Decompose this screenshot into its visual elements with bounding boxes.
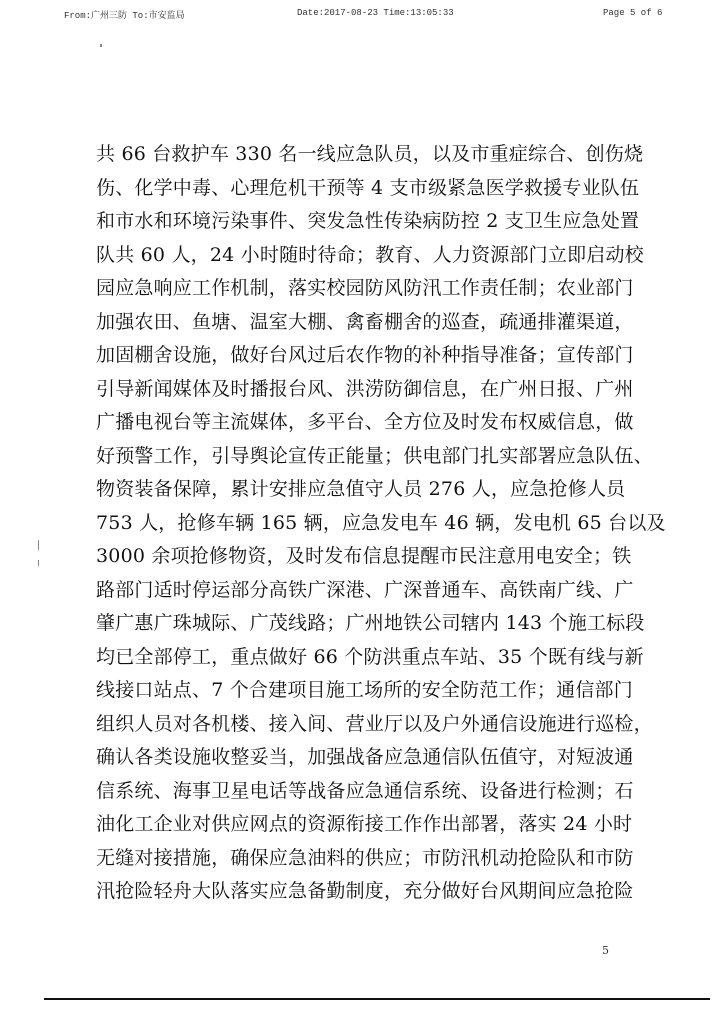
document-body — [96, 138, 666, 909]
body-line: 753 人，抢修车辆 165 辆，应急发电车 46 辆，发电机 65 台以及 — [96, 511, 666, 534]
body-line: 加固棚舍设施，做好台风过后农作物的补种指导准备；宣传部门 — [96, 344, 634, 366]
body-line: 信系统、海事卫星电话等战备应急通信系统、设备进行检测；石 — [96, 779, 634, 802]
scan-speck — [38, 560, 39, 566]
body-line: 确认各类设施收整妥当，加强战备应急通信队伍值守，对短波通 — [96, 746, 634, 768]
body-line: 共 66 台救护车 330 名一线应急队员，以及市重症综合、创伤烧 — [96, 143, 644, 165]
body-line: 均已全部停工，重点做好 66 个防洪重点车站、35 个既有线与新 — [96, 645, 644, 668]
page-number: 5 — [602, 944, 609, 957]
fax-page-count: Page 5 of 6 — [603, 8, 663, 18]
scan-speck — [100, 44, 102, 47]
scan-speck — [38, 540, 39, 550]
body-line: 物资装备保障，累计安排应急值守人员 276 人，应急抢修人员 — [96, 478, 626, 500]
bottom-rule — [44, 998, 710, 1000]
fax-header — [0, 8, 718, 24]
body-line: 无缝对接措施，确保应急油料的供应；市防汛机动抢险队和市防 — [96, 846, 634, 869]
body-line: 加强农田、鱼塘、温室大棚、禽畜棚舍的巡查，疏通排灌渠道， — [96, 310, 634, 333]
body-line: 路部门适时停运部分高铁广深港、广深普通车、高铁南广线、广 — [96, 578, 634, 601]
body-line: 肇广惠广珠城际、广茂线路；广州地铁公司辖内 143 个施工标段 — [96, 612, 645, 634]
body-line: 油化工企业对供应网点的资源衔接工作作出部署，落实 24 小时 — [96, 813, 633, 835]
fax-date-time: Date:2017-08-23 Time:13:05:33 — [297, 8, 454, 18]
body-line: 3000 余项抢修物资，及时发布信息提醒市民注意用电安全；铁 — [96, 545, 632, 567]
body-line: 组织人员对各机楼、接入间、营业厅以及户外通信设施进行巡检， — [96, 712, 653, 735]
body-line: 线接口站点、7 个合建项目施工场所的安全防范工作；通信部门 — [96, 679, 633, 701]
body-line: 好预警工作，引导舆论宣传正能量；供电部门扎实部署应急队伍、 — [96, 444, 653, 467]
body-line: 和市水和环境污染事件、突发急性传染病防控 2 支卫生应急处置 — [96, 210, 640, 232]
body-line: 园应急响应工作机制，落实校园防风防汛工作责任制；农业部门 — [96, 277, 634, 299]
body-line: 引导新闻媒体及时播报台风、洪涝防御信息，在广州日报、广州 — [96, 377, 634, 400]
body-line: 伤、化学中毒、心理危机干预等 4 支市级紧急医学救援专业队伍 — [96, 176, 640, 199]
fax-from-to: From:广州三防 To:市安监局 — [64, 11, 185, 21]
body-line: 汛抢险轻舟大队落实应急备勤制度，充分做好台风期间应急抢险 — [96, 880, 634, 902]
body-line: 队共 60 人，24 小时随时待命；教育、人力资源部门立即启动校 — [96, 243, 644, 266]
body-line: 广播电视台等主流媒体，多平台、全方位及时发布权威信息，做 — [96, 411, 634, 433]
